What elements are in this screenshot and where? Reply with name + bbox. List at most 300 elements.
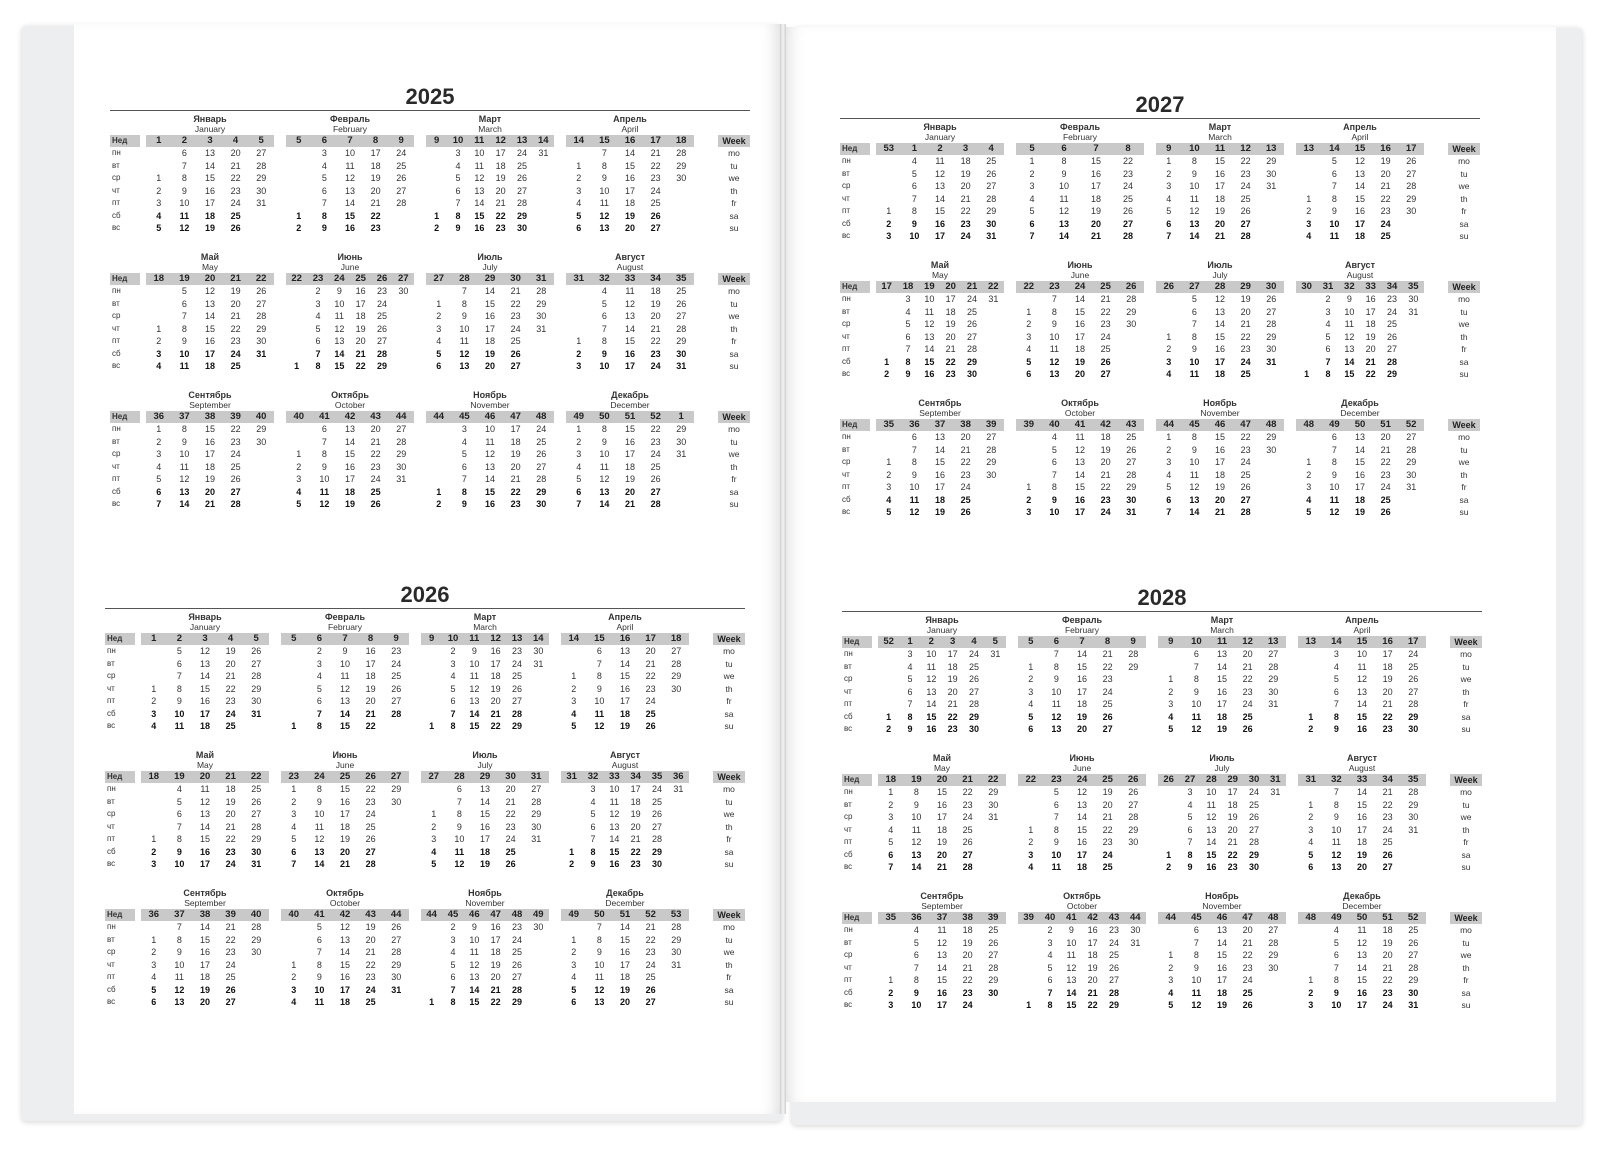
month-name-en: April [1353,625,1371,635]
day-cell: 10 [314,809,325,819]
day-cell: 9 [596,947,602,957]
quarter-row [842,891,1482,1029]
day-cell: 12 [344,173,355,183]
day-cell: 15 [1214,331,1225,342]
week-number: 41 [314,909,325,920]
week-number-header: Нед [842,636,872,648]
weekday-label-en: th [1462,686,1470,697]
day-cell: 17 [1214,181,1225,191]
day-cell: 5 [886,507,892,517]
day-cell: 8 [907,711,913,722]
day-cell: 22 [370,210,381,221]
day-cell: 27 [396,185,407,196]
day-cell: 1 [436,486,442,497]
weekday-label-en: su [729,361,739,371]
day-cell: 19 [1076,711,1087,722]
day-cell: 31 [1268,699,1279,709]
month-march [1156,122,1284,243]
week-number: 41 [319,411,330,422]
day-cell: 6 [291,846,297,857]
day-cell: 17 [1214,457,1225,467]
day-cell: 3 [1028,849,1034,860]
day-cell: 19 [225,796,236,807]
day-cell: 24 [650,449,661,459]
month-name-ru: Февраль [330,114,370,124]
week-number: 16 [1380,143,1391,154]
day-cell: 23 [962,987,973,998]
month-title [878,753,1006,774]
day-cell: 7 [450,708,456,719]
day-cell: 20 [645,646,656,656]
weekday-label-en: sa [1461,987,1471,998]
day-cell: 27 [251,809,262,819]
week-number: 6 [321,135,328,146]
day-cell: 20 [619,997,630,1007]
week-number: 8 [372,135,379,146]
month-name-en: October [329,898,361,908]
weekday-label: ср [107,671,116,680]
day-cell: 19 [365,683,376,694]
day-cell: 20 [490,696,501,706]
month-title [1018,753,1146,774]
day-cell: 31 [251,859,262,869]
month-name-ru: Июнь [332,750,358,760]
week-number: 39 [1023,419,1035,430]
day-cell: 23 [225,846,236,857]
day-cell: 6 [151,997,157,1007]
week-number-bar [878,774,1006,786]
month-december [1296,398,1424,519]
day-cell: 27 [966,331,977,342]
day-cell: 15 [934,206,945,216]
month-name-en: February [1064,625,1099,635]
day-cell: 25 [962,824,973,835]
day-cell: 20 [1214,494,1225,505]
day-cell: 11 [1049,344,1060,354]
week-number: 18 [902,281,914,292]
day-cell: 4 [888,824,894,835]
day-cell: 13 [619,646,630,656]
day-cell: 12 [1189,482,1200,492]
day-cell: 17 [619,696,630,706]
month-title [1018,615,1146,636]
week-number: 50 [1354,419,1366,430]
month-title [1298,615,1426,636]
day-cell: 7 [291,859,297,869]
day-cell: 10 [334,298,345,309]
day-cell: 15 [204,173,215,183]
day-cell: 3 [291,809,297,819]
weekday-label-en: th [1460,331,1468,342]
day-cell: 21 [1214,507,1225,517]
day-cell: 6 [321,185,327,196]
day-cell: 12 [1329,507,1340,517]
day-cell: 11 [594,972,605,982]
day-cell: 9 [1193,962,1199,973]
day-cell: 24 [1386,306,1397,317]
week-number: 50 [594,909,605,920]
day-cell: 6 [576,223,582,233]
day-cell: 30 [251,846,262,857]
day-cell: 19 [490,683,501,694]
day-grid [1296,293,1424,381]
day-cell: 10 [319,474,330,484]
weekday-label: чт [844,962,852,972]
day-cell: 31 [396,474,407,484]
day-cell: 20 [936,849,947,860]
day-cell: 29 [1248,849,1259,860]
weekday-label-en: mo [1460,649,1472,659]
week-number: 1 [678,411,684,422]
day-cell: 5 [576,474,582,484]
day-cell: 14 [199,821,210,832]
week-number: 10 [447,633,459,644]
day-cell: 22 [230,173,241,183]
weekday-labels-en [1450,636,1482,736]
week-number: 33 [609,771,620,782]
day-cell: 3 [907,649,913,659]
day-cell: 14 [1216,937,1227,948]
day-cell: 6 [316,934,322,945]
day-cell: 3 [590,784,596,794]
day-grid [1156,293,1284,381]
day-cell: 1 [1304,369,1310,379]
day-cell: 1 [1308,799,1314,810]
day-cell: 12 [334,323,345,334]
weekday-label-en: sa [724,846,734,857]
day-cell: 25 [1122,193,1133,204]
month-title [286,252,414,273]
day-cell: 4 [571,708,577,719]
day-cell: 24 [960,231,971,241]
day-cell: 29 [1408,711,1419,722]
day-cell: 1 [429,721,435,731]
day-cell: 28 [1108,987,1119,998]
month-name-en: September [919,408,961,418]
day-cell: 3 [1166,457,1172,467]
day-cell: 4 [315,311,321,321]
day-cell: 13 [911,849,922,860]
day-cell: 5 [905,319,911,329]
quarter-row [105,888,745,1026]
day-cell: 28 [516,198,527,208]
day-grid [1158,786,1286,874]
week-number: 51 [619,909,631,920]
month-name-en: August [1348,763,1376,773]
week-header: Week [1448,281,1480,293]
day-cell: 20 [1076,724,1087,734]
day-cell: 31 [1408,1000,1419,1010]
day-cell: 26 [256,286,267,296]
month-name-en: November [470,400,510,410]
day-cell: 19 [1365,331,1376,342]
weekday-label-en: fr [1461,206,1467,216]
weekday-label-en: th [1462,824,1470,835]
week-number-bar [1018,636,1146,648]
weekday-labels-ru [840,398,870,519]
day-cell: 4 [1166,469,1172,480]
day-cell: 10 [1344,306,1355,317]
day-cell: 18 [934,494,945,505]
week-number-bar [286,411,414,423]
weekday-label-en: we [728,311,740,321]
weekday-label-en: fr [731,198,737,208]
weekday-label-en: fr [731,336,737,346]
day-cell: 24 [230,348,241,359]
day-cell: 24 [1240,181,1251,191]
day-cell: 21 [645,658,656,669]
week-number: 40 [293,411,305,422]
day-grid [876,431,1004,519]
day-cell: 14 [624,148,635,158]
day-cell: 25 [505,846,516,857]
month-name-ru: Февраль [325,612,365,622]
day-cell: 16 [1216,962,1227,973]
week-number: 15 [594,633,605,644]
week-number: 10 [1191,636,1202,647]
week-number: 22 [1025,774,1037,785]
day-cell: 6 [576,486,582,497]
day-cell: 30 [966,369,977,379]
day-cell: 13 [926,686,937,697]
weekday-label: пн [842,156,851,165]
day-cell: 1 [1308,711,1314,722]
day-cell: 29 [256,173,267,183]
day-cell: 15 [926,711,937,722]
day-cell: 28 [676,323,687,334]
weekday-label-en: tu [725,658,733,669]
day-cell: 9 [181,436,187,447]
month-name-en: March [478,124,502,134]
day-cell: 10 [924,294,935,304]
day-cell: 27 [988,950,999,960]
day-cell: 7 [1166,507,1172,517]
day-cell: 11 [625,286,635,296]
month-name-ru: Июль [472,750,498,760]
week-number: 3 [950,636,956,647]
day-cell: 17 [1382,649,1393,659]
day-cell: 2 [1166,344,1172,354]
day-cell: 22 [230,424,241,434]
day-cell: 11 [319,486,330,497]
day-cell: 26 [1126,444,1137,455]
day-cell: 26 [1386,331,1397,342]
week-number: 18 [885,774,897,785]
week-number: 40 [288,909,300,920]
day-cell: 29 [651,846,662,857]
day-cell: 18 [370,160,381,171]
month-may [141,750,269,871]
week-number: 43 [1125,419,1137,430]
month-january [878,615,1006,736]
week-number: 50 [1356,912,1368,923]
day-cell: 24 [1102,686,1113,697]
week-header: Week [1448,143,1480,155]
weekday-labels-ru [110,114,140,235]
day-cell: 26 [1248,812,1259,822]
day-cell: 30 [988,799,999,810]
day-cell: 23 [1240,344,1251,354]
day-cell: 26 [251,646,262,656]
month-april [1298,615,1426,736]
day-cell: 15 [204,323,215,334]
day-cell: 14 [339,708,350,719]
weekday-label: ср [842,181,851,190]
week-number: 9 [1166,143,1172,154]
day-cell: 3 [1333,649,1339,659]
day-cell: 16 [1356,987,1367,998]
day-cell: 11 [345,160,355,171]
day-cell: 1 [1306,193,1312,204]
day-cell: 20 [1227,824,1238,835]
weekday-label-en: su [1459,507,1469,517]
week-number-bar [281,909,409,921]
day-cell: 9 [596,683,602,694]
day-cell: 27 [968,686,979,697]
day-grid [566,285,694,373]
day-cell: 9 [336,286,342,296]
week-number: 17 [650,135,661,146]
day-cell: 20 [490,972,501,982]
weekday-label: вт [107,934,115,944]
day-cell: 26 [510,348,521,359]
weekday-label-en: th [730,323,738,334]
day-cell: 6 [1053,799,1059,810]
day-grid [1016,293,1144,381]
day-cell: 29 [1108,1000,1119,1010]
weekday-label: ср [112,449,121,458]
day-cell: 6 [1193,649,1199,659]
day-cell: 6 [911,432,917,442]
day-cell: 6 [596,646,602,656]
day-cell: 19 [947,674,958,684]
day-cell: 23 [1108,925,1119,935]
day-cell: 2 [1168,686,1174,697]
day-cell: 7 [1333,699,1339,709]
week-number: 13 [511,633,523,644]
day-grid [561,645,689,733]
week-number: 26 [376,273,388,284]
day-cell: 5 [176,796,182,807]
day-cell: 2 [1308,812,1314,822]
day-cell: 17 [204,198,215,208]
day-cell: 2 [434,223,440,233]
month-october [286,390,414,511]
day-cell: 6 [1325,344,1331,354]
day-cell: 7 [176,922,182,932]
day-cell: 9 [1191,344,1197,354]
day-cell: 20 [1240,306,1251,317]
day-cell: 14 [911,862,922,872]
week-number: 44 [1165,912,1177,923]
week-number-bar [566,411,694,423]
day-cell: 27 [1100,369,1111,379]
day-cell: 6 [1191,306,1197,317]
day-cell: 6 [1187,824,1193,835]
week-number: 23 [288,771,300,782]
day-cell: 19 [344,499,355,509]
month-title [281,750,409,771]
day-cell: 26 [1408,937,1419,948]
quarter-row [842,753,1482,891]
day-cell: 24 [650,361,661,371]
day-cell: 19 [1102,787,1113,797]
day-cell: 17 [339,984,350,995]
month-name-ru: Июнь [1067,260,1093,270]
weekday-label: вс [844,724,853,733]
day-cell: 28 [1268,661,1279,672]
week-number-bar [876,143,1004,155]
day-cell: 15 [1216,950,1227,960]
day-cell: 23 [495,223,506,233]
day-cell: 15 [1066,1000,1077,1010]
day-cell: 26 [370,499,381,509]
week-header: Week [1448,419,1480,431]
week-number: 21 [230,273,241,284]
day-cell: 3 [455,148,461,158]
day-cell: 29 [1266,331,1277,342]
day-cell: 3 [576,361,582,371]
day-cell: 18 [355,311,366,321]
day-cell: 17 [484,323,495,334]
weekday-label: пн [112,286,121,295]
weekday-label-en: th [1460,193,1468,204]
day-cell: 27 [225,997,236,1007]
day-cell: 6 [315,336,321,346]
day-cell: 22 [1102,661,1113,672]
day-cell: 19 [1214,482,1225,492]
day-cell: 28 [230,499,241,509]
day-cell: 26 [1102,711,1113,722]
week-number: 28 [1214,281,1226,292]
day-cell: 28 [1248,837,1259,847]
day-cell: 12 [936,937,947,948]
week-number: 28 [459,273,470,284]
weekday-label-en: we [1458,319,1470,329]
day-cell: 21 [650,323,661,334]
month-name-ru: Январь [925,615,959,625]
day-cell: 28 [1122,231,1133,241]
month-title [878,615,1006,636]
week-number: 44 [1163,419,1175,430]
month-title [146,252,274,273]
month-name-ru: Сентябрь [920,891,964,901]
week-number: 39 [225,909,236,920]
day-cell: 10 [599,449,610,459]
day-cell: 9 [1053,674,1059,684]
day-cell: 20 [1074,369,1085,379]
day-cell: 3 [1168,975,1174,985]
day-cell: 14 [1356,787,1367,797]
day-cell: 29 [256,424,267,434]
day-cell: 18 [510,436,521,447]
day-cell: 22 [1087,1000,1098,1010]
month-name-ru: Август [1347,753,1377,763]
day-cell: 9 [601,173,607,183]
day-cell: 18 [630,796,641,807]
day-cell: 5 [316,683,322,694]
day-cell: 20 [1214,218,1225,229]
day-cell: 29 [1126,482,1137,492]
day-cell: 20 [339,846,350,857]
day-cell: 2 [1166,444,1172,455]
day-cell: 4 [1026,344,1032,354]
week-number: 7 [347,135,353,146]
day-cell: 26 [505,859,516,869]
day-cell: 16 [1214,344,1225,354]
day-cell: 22 [225,834,236,844]
month-name-ru: Декабрь [1343,891,1381,901]
